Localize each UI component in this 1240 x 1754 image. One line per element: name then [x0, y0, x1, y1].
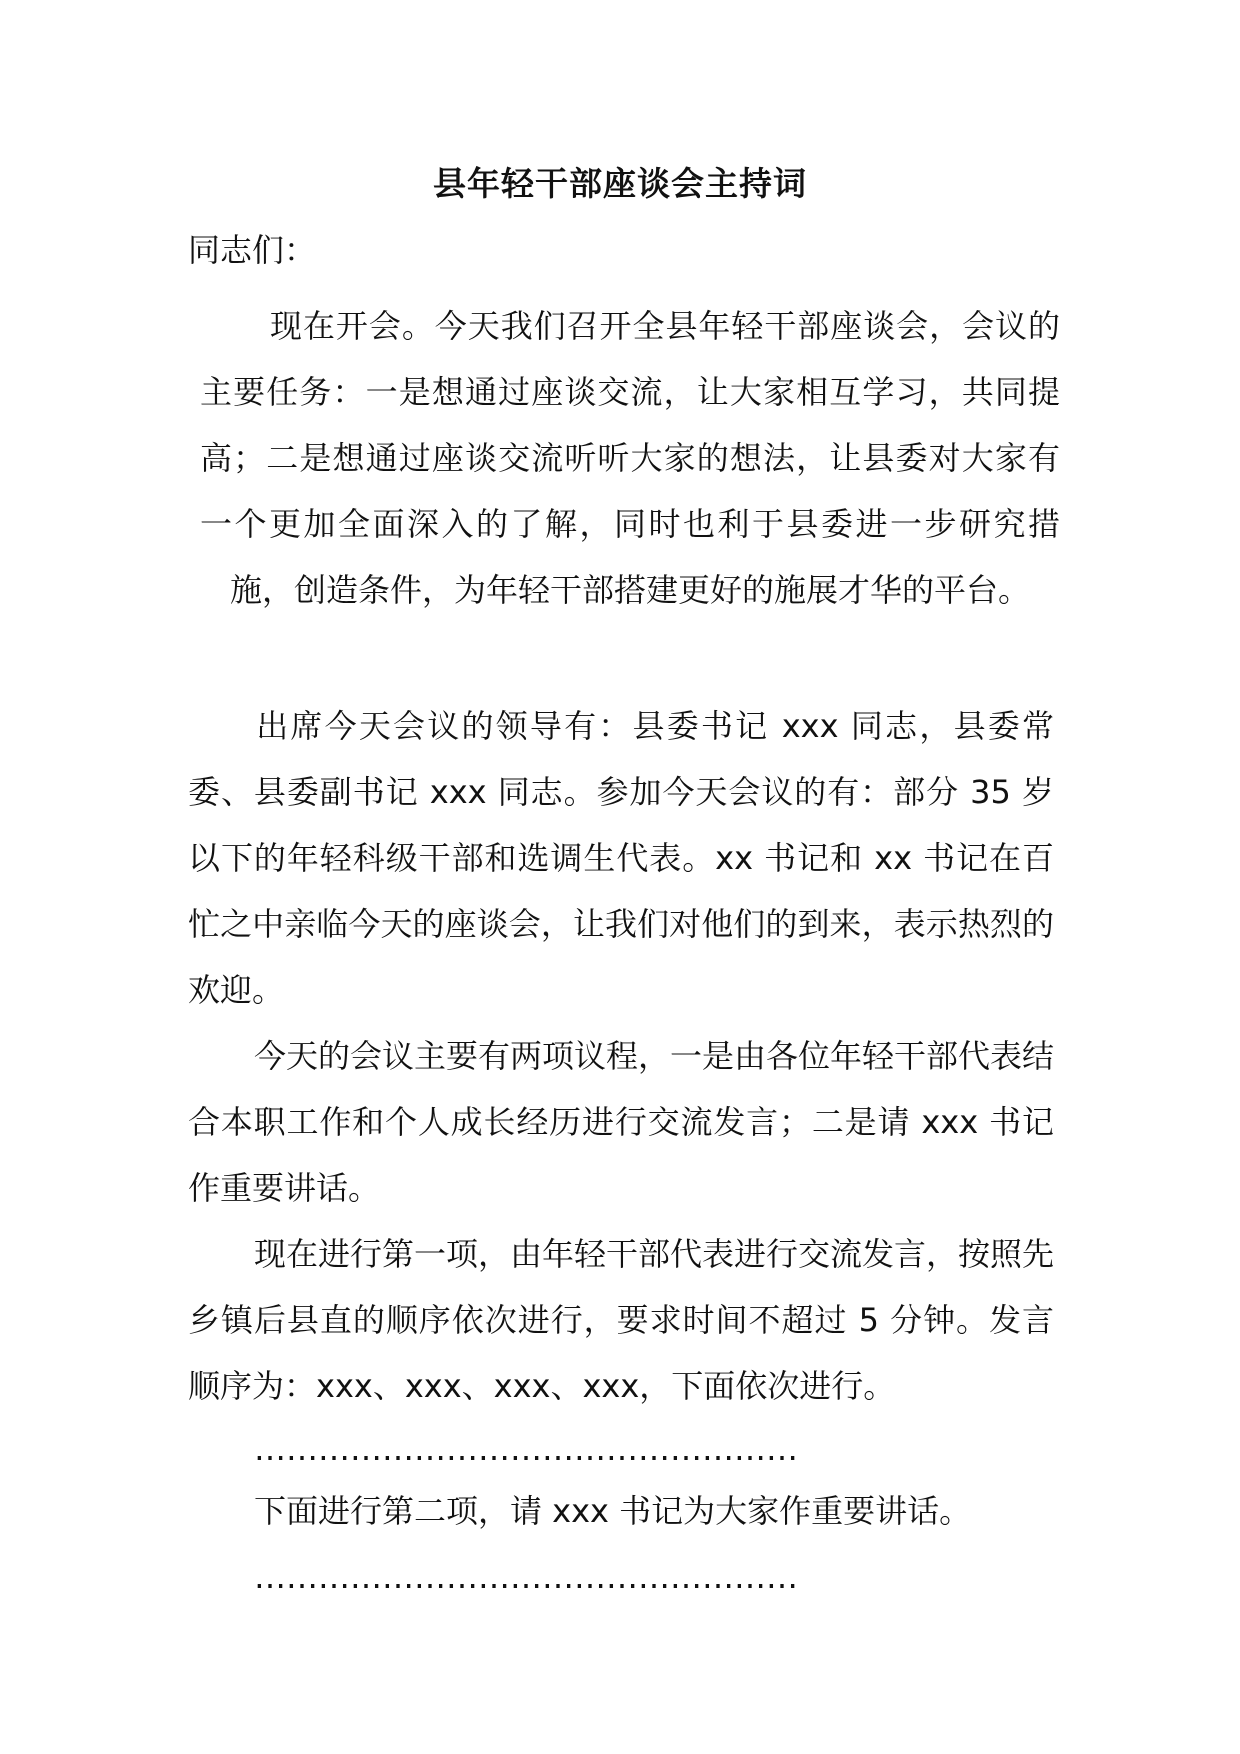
leaders-text: 出席今天会议的领导有：县委书记 xxx 同志，县委常委、县委副书记 xxx 同志。参加今天会议的有：部分 35 岁以下的年轻科级干部和选调生代表。xx 书记和 xx 书记在百忙之中亲临今天的座谈会，让我们对他们的到来，表示热烈的欢迎。	[188, 707, 1054, 1009]
document-title: 县年轻干部座谈会主持词	[433, 164, 807, 203]
agenda-paragraph	[188, 1023, 1054, 1221]
first-item-paragraph	[188, 1221, 1054, 1419]
greeting: 同志们：	[188, 231, 317, 269]
ellipsis-line-2: ……………………………………………	[254, 1558, 798, 1596]
second-item-text: 下面进行第二项，请 xxx 书记为大家作重要讲话。	[254, 1492, 972, 1530]
first-item-text: 现在进行第一项，由年轻干部代表进行交流发言，按照先乡镇后县直的顺序依次进行，要求时间不超过 5 分钟。发言顺序为：xxx、xxx、xxx、xxx，下面依次进行。	[188, 1235, 1055, 1405]
opening-paragraph	[200, 293, 1060, 623]
ellipsis-line-1: ……………………………………………	[254, 1430, 798, 1468]
leaders-paragraph	[188, 693, 1054, 1023]
opening-text: 现在开会。今天我们召开全县年轻干部座谈会，会议的主要任务：一是想通过座谈交流，让大家相互学习，共同提高；二是想通过座谈交流听听大家的想法，让县委对大家有一个更加全面深入的了解，同时也利于县委进一步研究措施，创造条件，为年轻干部搭建更好的施展才华的平台。	[200, 307, 1060, 609]
agenda-text: 今天的会议主要有两项议程，一是由各位年轻干部代表结合本职工作和个人成长经历进行交流发言；二是请 xxx 书记作重要讲话。	[188, 1037, 1055, 1207]
